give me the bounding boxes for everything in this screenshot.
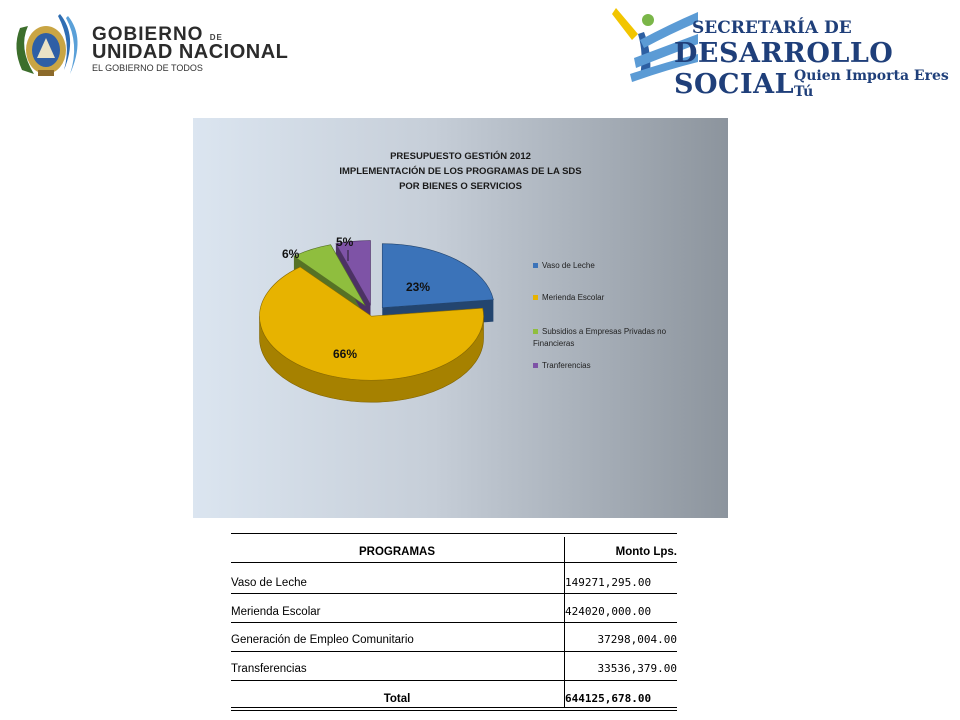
legend-label: Subsidios a Empresas Privadas no Financieras [533,327,667,348]
header-programas: PROGRAMAS [358,546,436,558]
legend-swatch [533,363,538,368]
legend-item-tranferencias [533,360,591,372]
table-bottom-rule-double [231,710,677,711]
total-amount: 644125,678.00 [565,692,652,705]
program-name: Generación de Empleo Comunitario [231,634,414,646]
slice-label-merienda-escolar: 66% [333,347,358,361]
sedesol-logo [610,4,955,100]
legend-label: Vaso de Leche [542,261,595,270]
table-total-row [231,689,677,709]
table-header-row [231,542,677,562]
pie-chart [193,118,728,518]
program-amount: 33536,379.00 [597,662,677,675]
legend-swatch [533,295,538,300]
table-row-rule [231,593,677,594]
program-name: Merienda Escolar [231,606,321,618]
table-top-rule [231,533,677,534]
legend-item-vaso-de-leche [533,260,595,272]
legend-item-subsidios [533,326,703,350]
chart-title-line-1: PRESUPUESTO GESTIÓN 2012 [390,151,531,162]
table-row [231,573,677,593]
legend-item-merienda-escolar [533,292,604,304]
gobierno-logo-line2: UNIDAD NACIONAL [92,41,289,63]
table-row [231,602,677,622]
program-name: Transferencias [231,663,307,675]
chart-title-line-2: IMPLEMENTACIÓN DE LOS PROGRAMAS DE LA SDS [339,166,582,177]
legend-label: Merienda Escolar [542,293,605,302]
legend-swatch [533,329,538,334]
program-amount: 424020,000.00 [565,605,652,618]
gobierno-logo [8,8,308,80]
legend-swatch [533,263,538,268]
chart-title-line-3: POR BIENES O SERVICIOS [399,181,522,192]
table-bottom-rule [231,707,677,708]
table-row-rule [231,680,677,681]
slice-label-tranferencias: 5% [336,235,354,249]
sedesol-logo-line1: SECRETARÍA DE [692,18,852,38]
gobierno-logo-line3: EL GOBIERNO DE TODOS [92,63,203,73]
sedesol-logo-line2: DESARROLLO SOCIAL [674,38,894,100]
table-row [231,659,677,679]
total-label: Total [383,693,411,705]
table-row-rule [231,651,677,652]
table-row [231,630,677,650]
table-header-rule [231,562,677,563]
header-monto: Monto Lps. [615,546,677,558]
program-name: Vaso de Leche [231,577,307,589]
program-amount: 37298,004.00 [597,633,677,646]
gobierno-logo-line1-suffix: DE [209,33,223,42]
gobierno-logo-line1: GOBIERNO DE [92,24,223,45]
slice-label-vaso-de-leche: 23% [406,280,431,294]
table-row-rule [231,622,677,623]
sedesol-logo-line3: Quien Importa Eres Tú [794,68,949,100]
slice-label-subsidios: 6% [282,247,300,261]
pie-slice-vaso-de-leche [382,244,493,308]
coat-of-arms-icon [8,8,88,80]
program-amount: 149271,295.00 [565,576,652,589]
pie-chart-panel [193,118,728,518]
legend-label: Tranferencias [542,361,591,370]
